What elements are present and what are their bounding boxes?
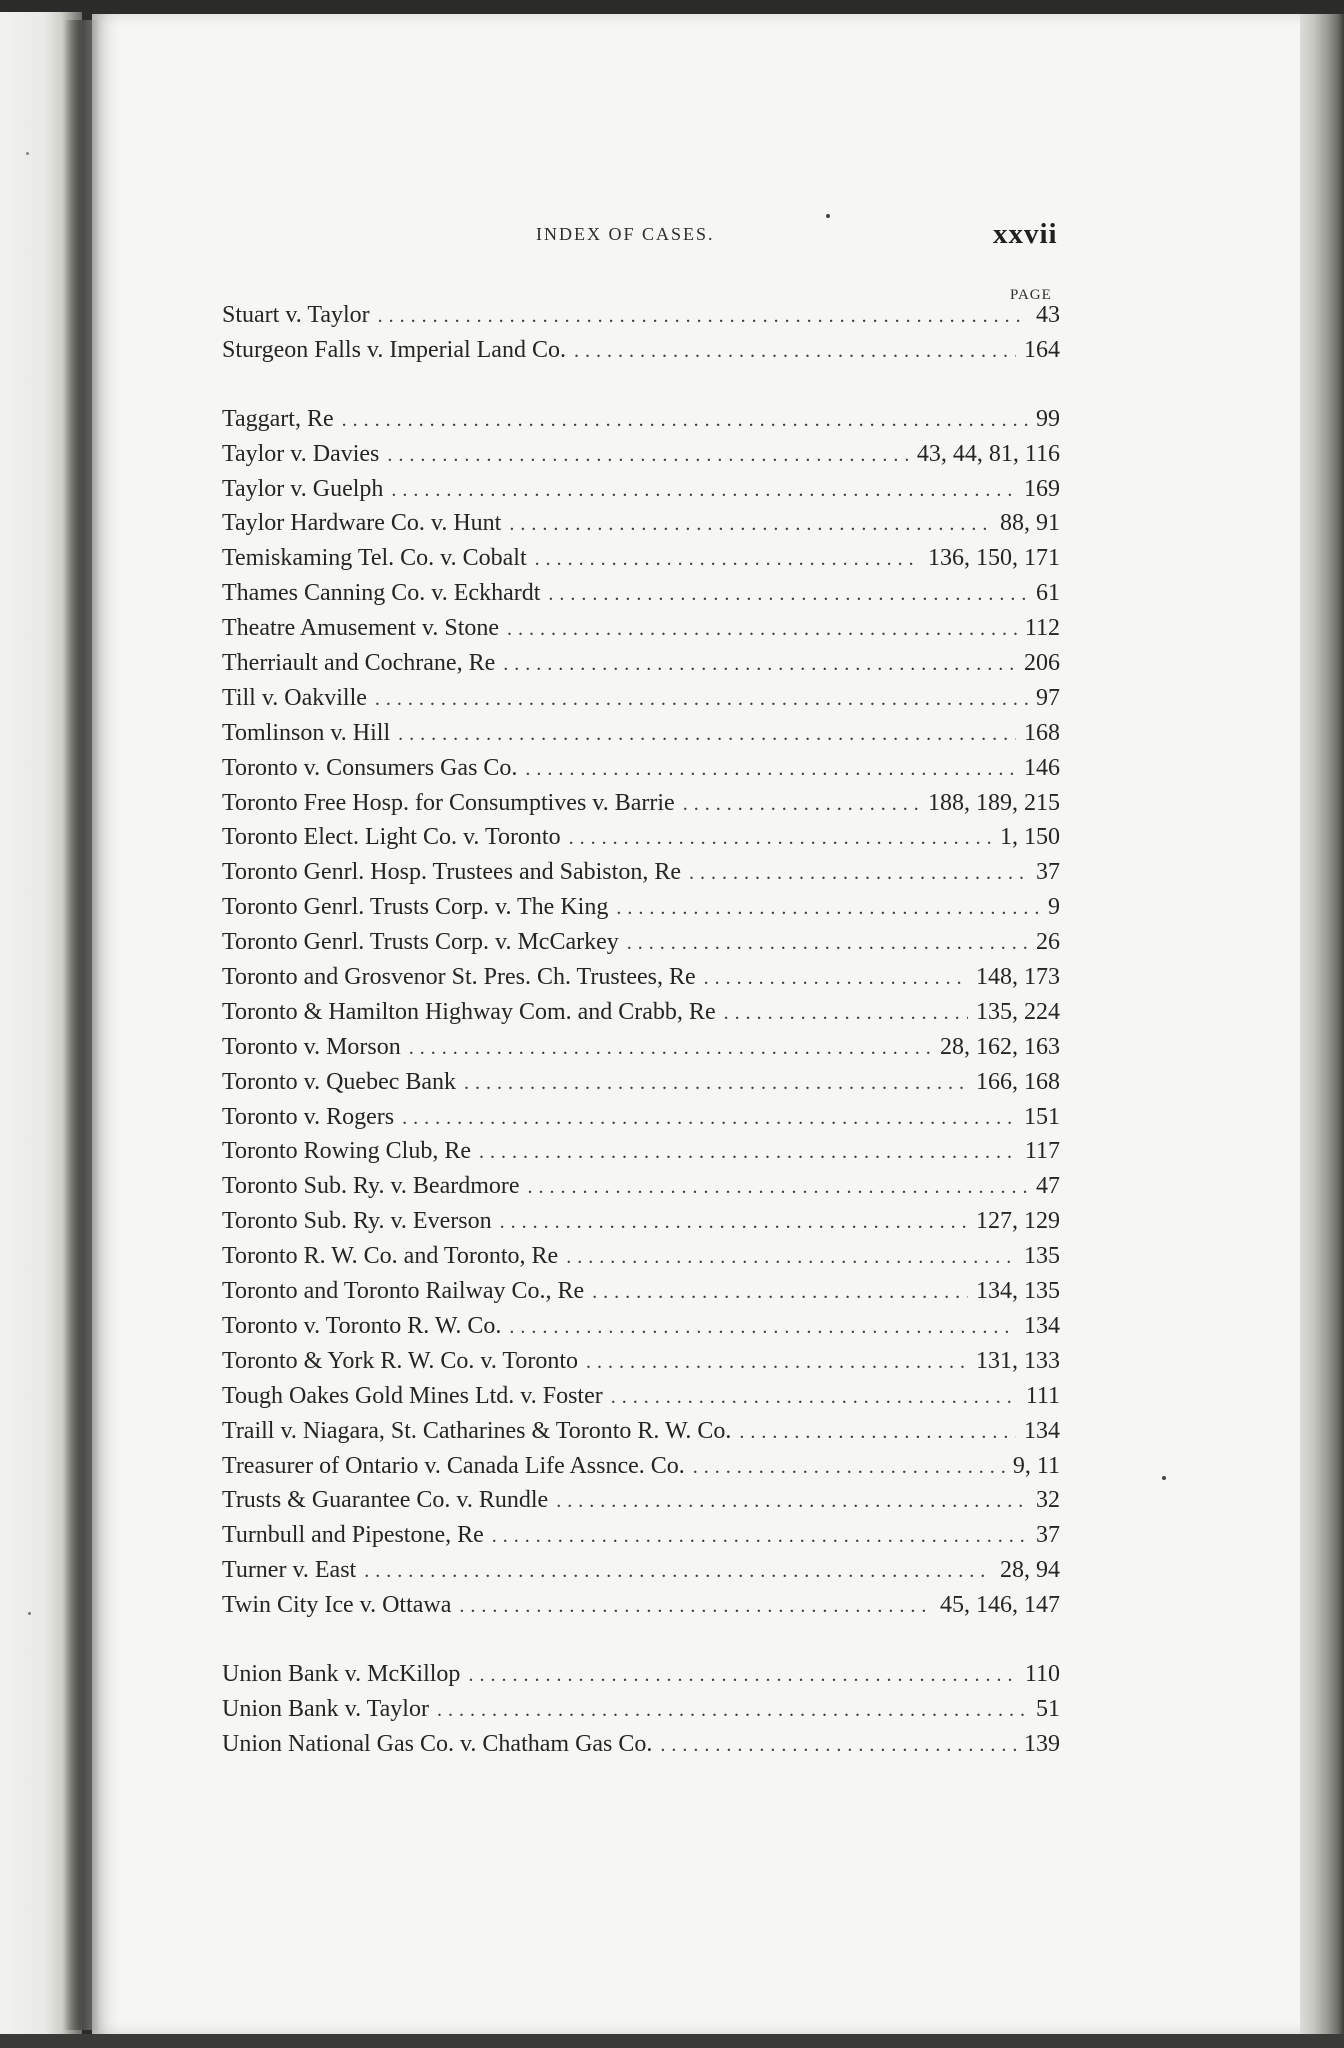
page-references: 47 [1036,1173,1060,1200]
index-entry [222,1557,1060,1592]
case-name: Union Bank v. McKillop [222,1660,461,1687]
case-name: Tough Oakes Gold Mines Ltd. v. Foster [222,1382,603,1409]
dot-leader [364,1560,992,1583]
dot-leader [391,479,1016,502]
index-entry [222,790,1060,825]
index-entry [222,1348,1060,1383]
index-entry [222,1313,1060,1348]
index-entry [222,1034,1060,1069]
page-references: 9 [1048,894,1060,921]
dot-leader [569,827,992,850]
index-entry [222,406,1060,441]
running-title: INDEX OF CASES. [536,224,715,244]
index-entry [222,580,1060,615]
dot-leader [409,1037,932,1060]
page-references: 136, 150, 171 [928,545,1060,572]
dot-leader [704,967,968,990]
case-name: Sturgeon Falls v. Imperial Land Co. [222,336,566,363]
case-name: Toronto Sub. Ry. v. Beardmore [222,1173,520,1200]
case-name: Toronto v. Rogers [222,1103,395,1130]
case-name: Therriault and Cochrane, Re [222,650,496,677]
index-entry [222,894,1060,929]
dot-leader [683,793,920,816]
page-references: 43 [1036,302,1060,328]
dot-leader [375,688,1028,711]
page-references: 166, 168 [976,1068,1060,1095]
page-references: 188, 189, 215 [928,789,1060,816]
case-name: Treasurer of Ontario v. Canada Life Assnce. Co. [222,1452,685,1479]
case-name: Toronto and Grosvenor St. Pres. Ch. Trustees, Re [222,964,696,991]
index-entry [222,1696,1060,1731]
page-references: 134 [1024,1417,1060,1444]
dot-leader [525,758,1016,781]
dot-leader [507,618,1017,641]
dot-leader [739,1421,1016,1444]
page-references: 37 [1036,859,1060,886]
dot-leader [387,444,909,467]
case-name: Toronto v. Morson [222,1033,401,1060]
case-name: Toronto and Toronto Railway Co., Re [222,1278,585,1305]
dot-leader [509,513,992,536]
dot-leader [611,1386,1018,1409]
index-entry [222,755,1060,790]
dot-leader [342,409,1028,432]
dot-leader [689,862,1028,885]
index-entry [222,615,1060,650]
page-references: 88, 91 [1000,510,1060,537]
page-references: 1, 150 [1000,824,1060,851]
case-name: Taylor v. Davies [222,440,380,467]
ink-speck [26,152,29,155]
dot-leader [378,305,1028,328]
dot-leader [500,1211,968,1234]
page-references: 151 [1024,1103,1060,1130]
page-references: 135, 224 [976,998,1060,1025]
page-header [0,220,1344,260]
spine-shadow [64,20,100,2030]
case-name: Toronto Genrl. Trusts Corp. v. McCarkey [222,929,619,956]
dot-leader [464,1072,968,1095]
case-name: Taylor Hardware Co. v. Hunt [222,510,502,537]
page-references: 206 [1024,650,1060,677]
index-entry [222,1383,1060,1418]
dot-leader [548,583,1028,606]
page-references: 169 [1024,475,1060,502]
dot-leader [616,897,1040,920]
page-references: 43, 44, 81, 116 [916,440,1060,467]
index-entry [222,1104,1060,1139]
case-name: Till v. Oakville [222,684,367,711]
case-name: Toronto Elect. Light Co. v. Toronto [222,824,561,851]
index-entry [222,1243,1060,1278]
page-references: 28, 94 [1000,1557,1060,1584]
dot-leader [566,1246,1016,1269]
index-entry [222,441,1060,476]
ink-speck [28,1612,31,1615]
dot-leader [574,340,1016,363]
page-references: 37 [1036,1522,1060,1549]
case-name: Toronto & Hamilton Highway Com. and Crabb, Re [222,998,716,1025]
index-entry [222,1278,1060,1313]
dot-leader [528,1176,1028,1199]
index-entry [222,929,1060,964]
dot-leader [492,1525,1028,1548]
index-entry [222,999,1060,1034]
index-list [222,302,1060,1766]
dot-leader [627,932,1028,955]
case-name: Union National Gas Co. v. Chatham Gas Co. [222,1730,653,1757]
index-entry [222,1069,1060,1104]
index-entry [222,545,1060,580]
case-name: Toronto v. Quebec Bank [222,1068,457,1095]
index-entry [222,1173,1060,1208]
page-references: 112 [1024,615,1060,642]
case-name: Toronto v. Toronto R. W. Co. [222,1312,502,1339]
case-name: Thames Canning Co. v. Eckhardt [222,580,541,607]
index-entry [222,1138,1060,1173]
dot-leader [437,1699,1028,1722]
dot-leader [592,1281,968,1304]
index-entry [222,1592,1060,1627]
index-entry [222,510,1060,545]
page-references: 148, 173 [976,964,1060,991]
case-name: Stuart v. Taylor [222,302,370,328]
index-entry [222,964,1060,999]
index-entry [222,1661,1060,1696]
index-group [222,302,1060,372]
case-name: Traill v. Niagara, St. Catharines & Toronto R. W. Co. [222,1417,732,1444]
index-entry [222,1522,1060,1557]
index-entry [222,859,1060,894]
page-references: 110 [1024,1660,1060,1687]
page-references: 134, 135 [976,1278,1060,1305]
index-entry [222,720,1060,755]
case-name: Turnbull and Pipestone, Re [222,1522,484,1549]
index-entry [222,1208,1060,1243]
page-references: 51 [1036,1695,1060,1722]
page-references: 45, 146, 147 [940,1592,1060,1619]
page-references: 111 [1025,1382,1060,1409]
page-references: 97 [1036,684,1060,711]
page-stack-edge [1300,14,1344,2034]
dot-leader [535,548,920,571]
page-references: 146 [1024,754,1060,781]
case-name: Toronto R. W. Co. and Toronto, Re [222,1243,559,1270]
index-entry [222,476,1060,511]
page-references: 28, 162, 163 [940,1033,1060,1060]
case-name: Trusts & Guarantee Co. v. Rundle [222,1487,549,1514]
case-name: Temiskaming Tel. Co. v. Cobalt [222,545,527,572]
case-name: Taggart, Re [222,405,334,432]
page-references: 131, 133 [976,1347,1060,1374]
dot-leader [586,1351,968,1374]
dot-leader [468,1664,1016,1687]
dot-leader [693,1456,1005,1479]
case-name: Toronto Sub. Ry. v. Everson [222,1208,492,1235]
page-references: 135 [1024,1243,1060,1270]
case-name: Theatre Amusement v. Stone [222,615,500,642]
dot-leader [398,723,1016,746]
dot-leader [556,1490,1028,1513]
index-entry [222,302,1060,337]
index-group [222,406,1060,1627]
index-group [222,1661,1060,1766]
page-references: 99 [1036,405,1060,432]
page-references: 164 [1024,336,1060,363]
case-name: Toronto Rowing Club, Re [222,1138,471,1165]
page-references: 26 [1036,929,1060,956]
page-references: 139 [1024,1730,1060,1757]
case-name: Toronto v. Consumers Gas Co. [222,754,518,781]
index-entry [222,1418,1060,1453]
case-name: Union Bank v. Taylor [222,1695,429,1722]
page-references: 168 [1024,719,1060,746]
dot-leader [509,1316,1016,1339]
ink-speck [1162,1476,1166,1480]
dot-leader [459,1595,932,1618]
page-references: 127, 129 [976,1208,1060,1235]
page-references: 61 [1036,580,1060,607]
dot-leader [402,1107,1016,1130]
page-references: 117 [1024,1138,1060,1165]
dot-leader [660,1734,1016,1757]
page-references: 134 [1024,1312,1060,1339]
dot-leader [724,1002,968,1025]
page-number: xxvii [993,218,1058,250]
case-name: Toronto Genrl. Trusts Corp. v. The King [222,894,609,921]
case-name: Twin City Ice v. Ottawa [222,1592,452,1619]
index-entry [222,1487,1060,1522]
case-name: Toronto Free Hosp. for Consumptives v. Barrie [222,789,675,816]
case-name: Taylor v. Guelph [222,475,384,502]
dot-leader [479,1141,1017,1164]
page-references: 32 [1036,1487,1060,1514]
index-entry [222,685,1060,720]
bottom-border [0,2034,1344,2048]
index-entry [222,824,1060,859]
case-name: Turner v. East [222,1557,357,1584]
index-entry [222,337,1060,372]
index-entry [222,1453,1060,1488]
page-column-label: PAGE [1010,287,1052,303]
case-name: Toronto Genrl. Hosp. Trustees and Sabiston, Re [222,859,681,886]
index-entry [222,1731,1060,1766]
case-name: Toronto & York R. W. Co. v. Toronto [222,1347,579,1374]
index-entry [222,650,1060,685]
case-name: Tomlinson v. Hill [222,719,391,746]
ink-speck [826,214,830,218]
page-references: 9, 11 [1012,1452,1060,1479]
dot-leader [503,653,1016,676]
